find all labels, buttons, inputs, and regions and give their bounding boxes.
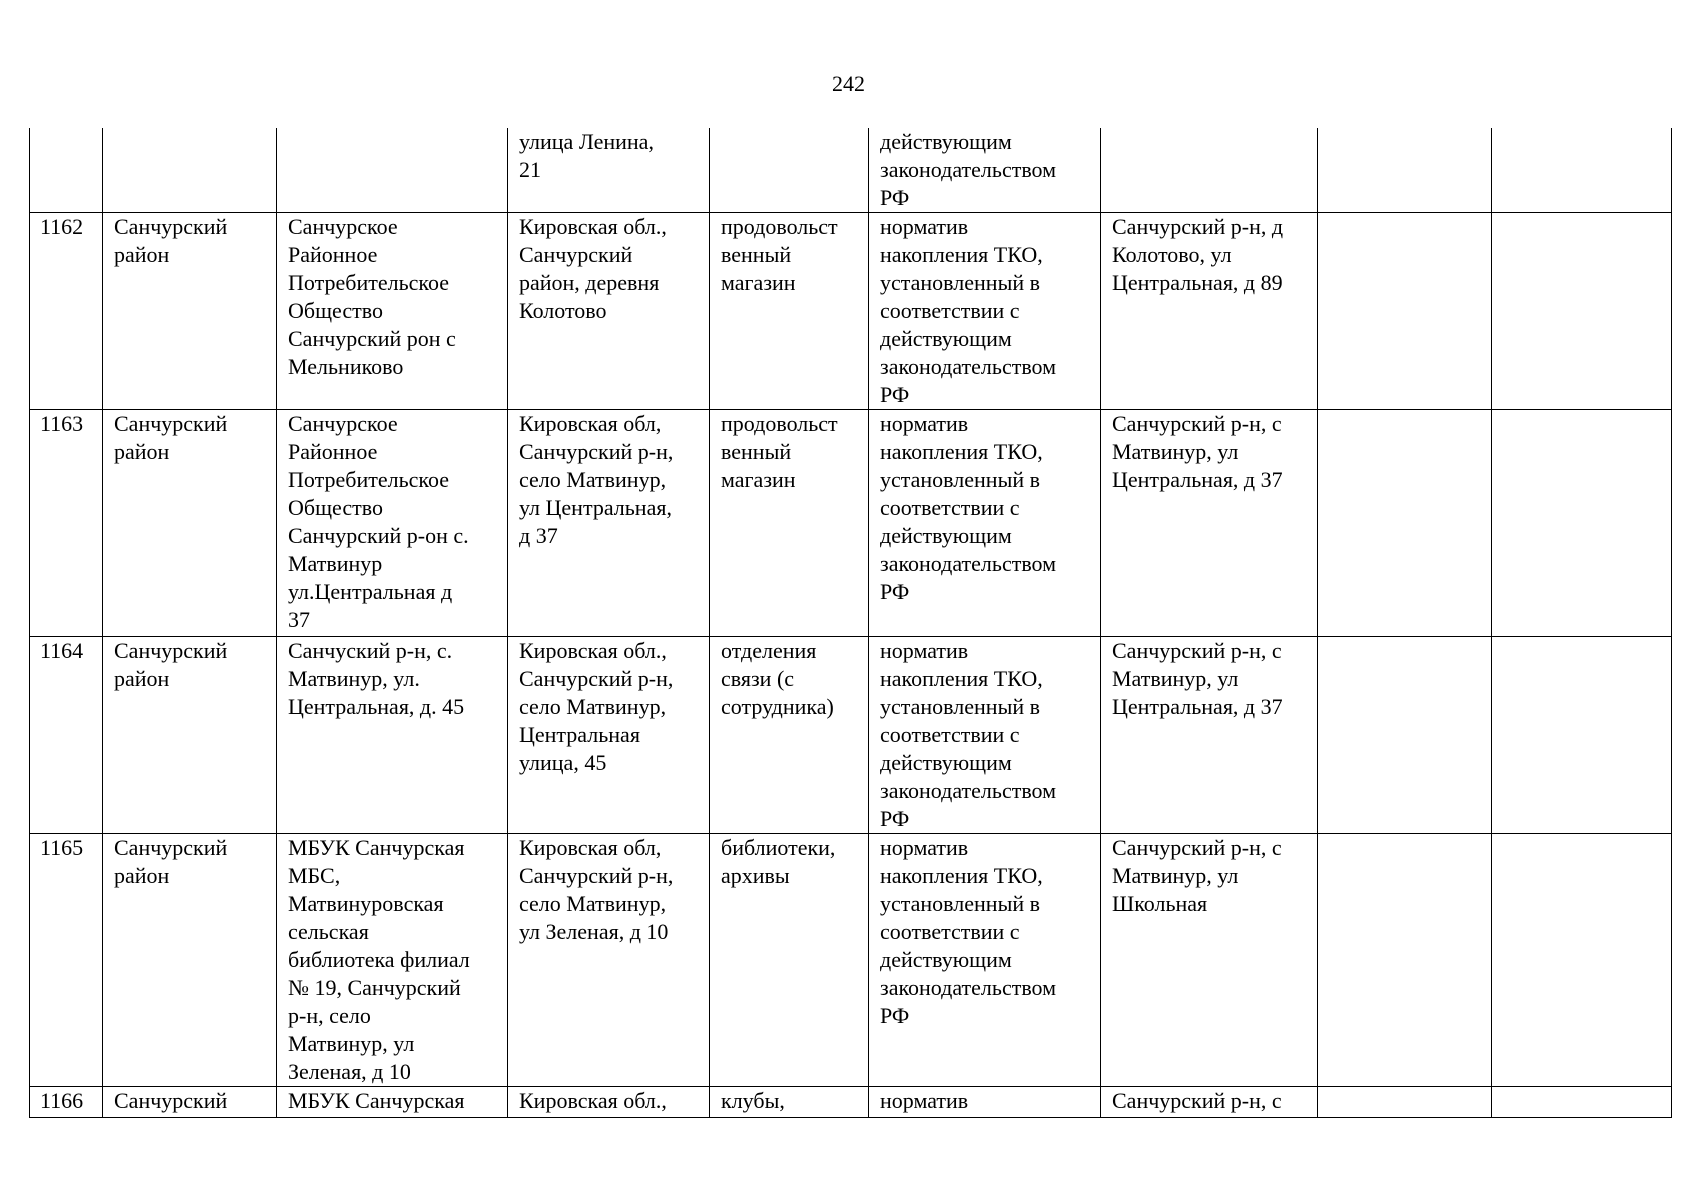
cell-text-line: район bbox=[114, 242, 170, 267]
cell-text-line: Матвинур, ул bbox=[1112, 863, 1239, 888]
cell-extra-1 bbox=[1318, 213, 1492, 410]
cell-text-line: Санчурский bbox=[114, 835, 228, 860]
cell-text-line: соответствии с bbox=[880, 495, 1020, 520]
cell-text-line: Санчурское bbox=[288, 214, 398, 239]
table-row bbox=[30, 213, 1672, 410]
cell-site bbox=[1101, 128, 1318, 213]
cell-owner bbox=[277, 410, 508, 637]
cell-text-line: № 19, Санчурский bbox=[288, 975, 461, 1000]
cell-owner bbox=[277, 834, 508, 1087]
cell-text-line: Школьная bbox=[1112, 891, 1208, 916]
cell-site bbox=[1101, 1087, 1318, 1118]
cell-text-line: Санчурский р-н, с bbox=[1112, 638, 1282, 663]
cell-text-line: Санчурский р-н, bbox=[519, 439, 674, 464]
cell-site bbox=[1101, 213, 1318, 410]
cell-text-line: венный bbox=[721, 242, 792, 267]
cell-text-line: ул Зеленая, д 10 bbox=[519, 919, 669, 944]
cell-text-line: сотрудника) bbox=[721, 694, 834, 719]
cell-address bbox=[508, 128, 710, 213]
cell-text-line: сельская bbox=[288, 919, 369, 944]
cell-category bbox=[710, 410, 869, 637]
cell-extra-1 bbox=[1318, 1087, 1492, 1118]
cell-text-line: МБС, bbox=[288, 863, 341, 888]
table-row bbox=[30, 637, 1672, 834]
cell-text-line: норматив bbox=[880, 638, 969, 663]
cell-text-line: Общество bbox=[288, 298, 383, 323]
cell-text-line: улица Ленина, bbox=[519, 129, 654, 154]
cell-text-line: Санчурский bbox=[114, 638, 228, 663]
cell-extra-2 bbox=[1492, 1087, 1672, 1118]
cell-text-line: район bbox=[114, 863, 170, 888]
cell-text-line: действующим bbox=[880, 947, 1012, 972]
cell-text-line: РФ bbox=[880, 806, 910, 831]
cell-text-line: законодательством bbox=[880, 354, 1057, 379]
cell-text-line: Центральная, д 37 bbox=[1112, 694, 1283, 719]
cell-text-line: установленный в bbox=[880, 467, 1041, 492]
cell-number: 1166 bbox=[30, 1087, 103, 1118]
cell-text-line: район bbox=[114, 439, 170, 464]
cell-text-line: ул Центральная, bbox=[519, 495, 672, 520]
cell-text-line: установленный в bbox=[880, 694, 1041, 719]
cell-text-line: Санчурский р-н, с bbox=[1112, 1088, 1282, 1113]
cell-norm bbox=[869, 213, 1101, 410]
cell-extra-2 bbox=[1492, 128, 1672, 213]
cell-address bbox=[508, 1087, 710, 1118]
cell-extra-2 bbox=[1492, 834, 1672, 1087]
cell-owner bbox=[277, 213, 508, 410]
cell-text-line: Потребительское bbox=[288, 467, 449, 492]
cell-district bbox=[103, 128, 277, 213]
cell-text-line: библиотеки, bbox=[721, 835, 836, 860]
cell-text-line: Санчурский bbox=[114, 411, 228, 436]
cell-text-line: законодательством bbox=[880, 551, 1057, 576]
cell-text-line: РФ bbox=[880, 1003, 910, 1028]
table-row bbox=[30, 128, 1672, 213]
cell-text-line: Санчурский р-он с. bbox=[288, 523, 469, 548]
cell-district bbox=[103, 1087, 277, 1118]
cell-text-line: село Матвинур, bbox=[519, 694, 667, 719]
cell-text-line: установленный в bbox=[880, 891, 1041, 916]
cell-text-line: Матвинуровская bbox=[288, 891, 444, 916]
cell-text-line: Центральная, д 89 bbox=[1112, 270, 1283, 295]
cell-text-line: Санчурский bbox=[114, 1088, 228, 1113]
cell-text-line: клубы, bbox=[721, 1088, 785, 1113]
cell-text-line: Районное bbox=[288, 439, 378, 464]
table-row bbox=[30, 410, 1672, 637]
cell-text-line: накопления ТКО, bbox=[880, 439, 1043, 464]
cell-extra-1 bbox=[1318, 637, 1492, 834]
cell-text-line: Кировская обл, bbox=[519, 411, 662, 436]
cell-text-line: соответствии с bbox=[880, 298, 1020, 323]
cell-text-line: законодательством bbox=[880, 975, 1057, 1000]
cell-text-line: Кировская обл., bbox=[519, 1088, 667, 1113]
cell-norm bbox=[869, 637, 1101, 834]
cell-norm bbox=[869, 410, 1101, 637]
cell-text-line: норматив bbox=[880, 1088, 969, 1113]
cell-text-line: Санчурский р-н, с bbox=[1112, 411, 1282, 436]
cell-text-line: 21 bbox=[519, 157, 541, 182]
cell-text-line: Центральная bbox=[519, 722, 640, 747]
cell-text-line: 37 bbox=[288, 607, 310, 632]
cell-text-line: Колотово, ул bbox=[1112, 242, 1232, 267]
cell-text-line: Санчурский рон с bbox=[288, 326, 456, 351]
cell-address bbox=[508, 410, 710, 637]
cell-extra-1 bbox=[1318, 128, 1492, 213]
cell-text-line: действующим bbox=[880, 523, 1012, 548]
cell-text-line: магазин bbox=[721, 270, 796, 295]
cell-text-line: РФ bbox=[880, 382, 910, 407]
cell-district bbox=[103, 834, 277, 1087]
cell-text-line: Матвинур, ул bbox=[288, 1031, 415, 1056]
cell-category bbox=[710, 128, 869, 213]
cell-text-line: МБУК Санчурская bbox=[288, 835, 465, 860]
cell-text-line: продовольст bbox=[721, 411, 838, 436]
cell-number: 1164 bbox=[30, 637, 103, 834]
cell-text-line: село Матвинур, bbox=[519, 467, 667, 492]
cell-text-line: д 37 bbox=[519, 523, 558, 548]
cell-text-line: законодательством bbox=[880, 778, 1057, 803]
cell-category bbox=[710, 637, 869, 834]
cell-text-line: район, деревня bbox=[519, 270, 660, 295]
cell-extra-1 bbox=[1318, 410, 1492, 637]
cell-text-line: Санчурский р-н, с bbox=[1112, 835, 1282, 860]
cell-text-line: Центральная, д. 45 bbox=[288, 694, 465, 719]
cell-text-line: венный bbox=[721, 439, 792, 464]
cell-extra-1 bbox=[1318, 834, 1492, 1087]
cell-text-line: Санчурский bbox=[114, 214, 228, 239]
cell-text-line: Кировская обл, bbox=[519, 835, 662, 860]
cell-address bbox=[508, 834, 710, 1087]
table-body bbox=[30, 128, 1672, 1118]
cell-text-line: продовольст bbox=[721, 214, 838, 239]
cell-district bbox=[103, 410, 277, 637]
cell-text-line: Санчурский р-н, bbox=[519, 666, 674, 691]
cell-text-line: РФ bbox=[880, 185, 910, 210]
cell-text-line: норматив bbox=[880, 214, 969, 239]
cell-text-line: действующим bbox=[880, 129, 1012, 154]
cell-text-line: действующим bbox=[880, 326, 1012, 351]
cell-category bbox=[710, 213, 869, 410]
page-number: 242 bbox=[832, 71, 865, 96]
cell-text-line: действующим bbox=[880, 750, 1012, 775]
cell-district bbox=[103, 637, 277, 834]
cell-text-line: Матвинур, ул bbox=[1112, 439, 1239, 464]
cell-number: 1165 bbox=[30, 834, 103, 1087]
cell-text-line: Санчурский р-н, bbox=[519, 863, 674, 888]
cell-norm bbox=[869, 1087, 1101, 1118]
cell-text-line: улица, 45 bbox=[519, 750, 607, 775]
cell-text-line: норматив bbox=[880, 411, 969, 436]
cell-site bbox=[1101, 637, 1318, 834]
cell-extra-2 bbox=[1492, 637, 1672, 834]
cell-text-line: Общество bbox=[288, 495, 383, 520]
registry-table bbox=[29, 128, 1672, 1118]
cell-district bbox=[103, 213, 277, 410]
cell-text-line: архивы bbox=[721, 863, 790, 888]
cell-text-line: р-н, село bbox=[288, 1003, 371, 1028]
cell-text-line: установленный в bbox=[880, 270, 1041, 295]
cell-text-line: Зеленая, д 10 bbox=[288, 1059, 411, 1084]
cell-text-line: Санчуский р-н, с. bbox=[288, 638, 453, 663]
cell-text-line: Санчурское bbox=[288, 411, 398, 436]
cell-number bbox=[30, 128, 103, 213]
cell-extra-2 bbox=[1492, 410, 1672, 637]
cell-number: 1162 bbox=[30, 213, 103, 410]
cell-text-line: Потребительское bbox=[288, 270, 449, 295]
cell-owner bbox=[277, 1087, 508, 1118]
cell-text-line: Матвинур, ул bbox=[1112, 666, 1239, 691]
cell-text-line: норматив bbox=[880, 835, 969, 860]
cell-text-line: Кировская обл., bbox=[519, 214, 667, 239]
cell-text-line: соответствии с bbox=[880, 919, 1020, 944]
cell-text-line: ул.Центральная д bbox=[288, 579, 453, 604]
cell-category bbox=[710, 1087, 869, 1118]
cell-text-line: район bbox=[114, 666, 170, 691]
cell-site bbox=[1101, 410, 1318, 637]
table-row bbox=[30, 1087, 1672, 1118]
cell-text-line: накопления ТКО, bbox=[880, 666, 1043, 691]
table-row bbox=[30, 834, 1672, 1087]
cell-owner bbox=[277, 637, 508, 834]
cell-text-line: Районное bbox=[288, 242, 378, 267]
cell-text-line: накопления ТКО, bbox=[880, 242, 1043, 267]
cell-text-line: магазин bbox=[721, 467, 796, 492]
cell-norm bbox=[869, 128, 1101, 213]
cell-text-line: законодательством bbox=[880, 157, 1057, 182]
cell-text-line: Центральная, д 37 bbox=[1112, 467, 1283, 492]
cell-extra-2 bbox=[1492, 213, 1672, 410]
cell-text-line: связи (с bbox=[721, 666, 795, 691]
cell-text-line: село Матвинур, bbox=[519, 891, 667, 916]
cell-site bbox=[1101, 834, 1318, 1087]
cell-norm bbox=[869, 834, 1101, 1087]
cell-address bbox=[508, 637, 710, 834]
cell-text-line: Мельниково bbox=[288, 354, 404, 379]
cell-category bbox=[710, 834, 869, 1087]
cell-text-line: отделения bbox=[721, 638, 817, 663]
cell-text-line: Матвинур, ул. bbox=[288, 666, 420, 691]
cell-text-line: Санчурский bbox=[519, 242, 633, 267]
cell-number: 1163 bbox=[30, 410, 103, 637]
cell-text-line: Кировская обл., bbox=[519, 638, 667, 663]
cell-text-line: библиотека филиал bbox=[288, 947, 470, 972]
cell-text-line: Санчурский р-н, д bbox=[1112, 214, 1284, 239]
cell-text-line: РФ bbox=[880, 579, 910, 604]
cell-owner bbox=[277, 128, 508, 213]
cell-address bbox=[508, 213, 710, 410]
cell-text-line: Матвинур bbox=[288, 551, 383, 576]
cell-text-line: накопления ТКО, bbox=[880, 863, 1043, 888]
cell-text-line: Колотово bbox=[519, 298, 607, 323]
cell-text-line: МБУК Санчурская bbox=[288, 1088, 465, 1113]
cell-text-line: соответствии с bbox=[880, 722, 1020, 747]
